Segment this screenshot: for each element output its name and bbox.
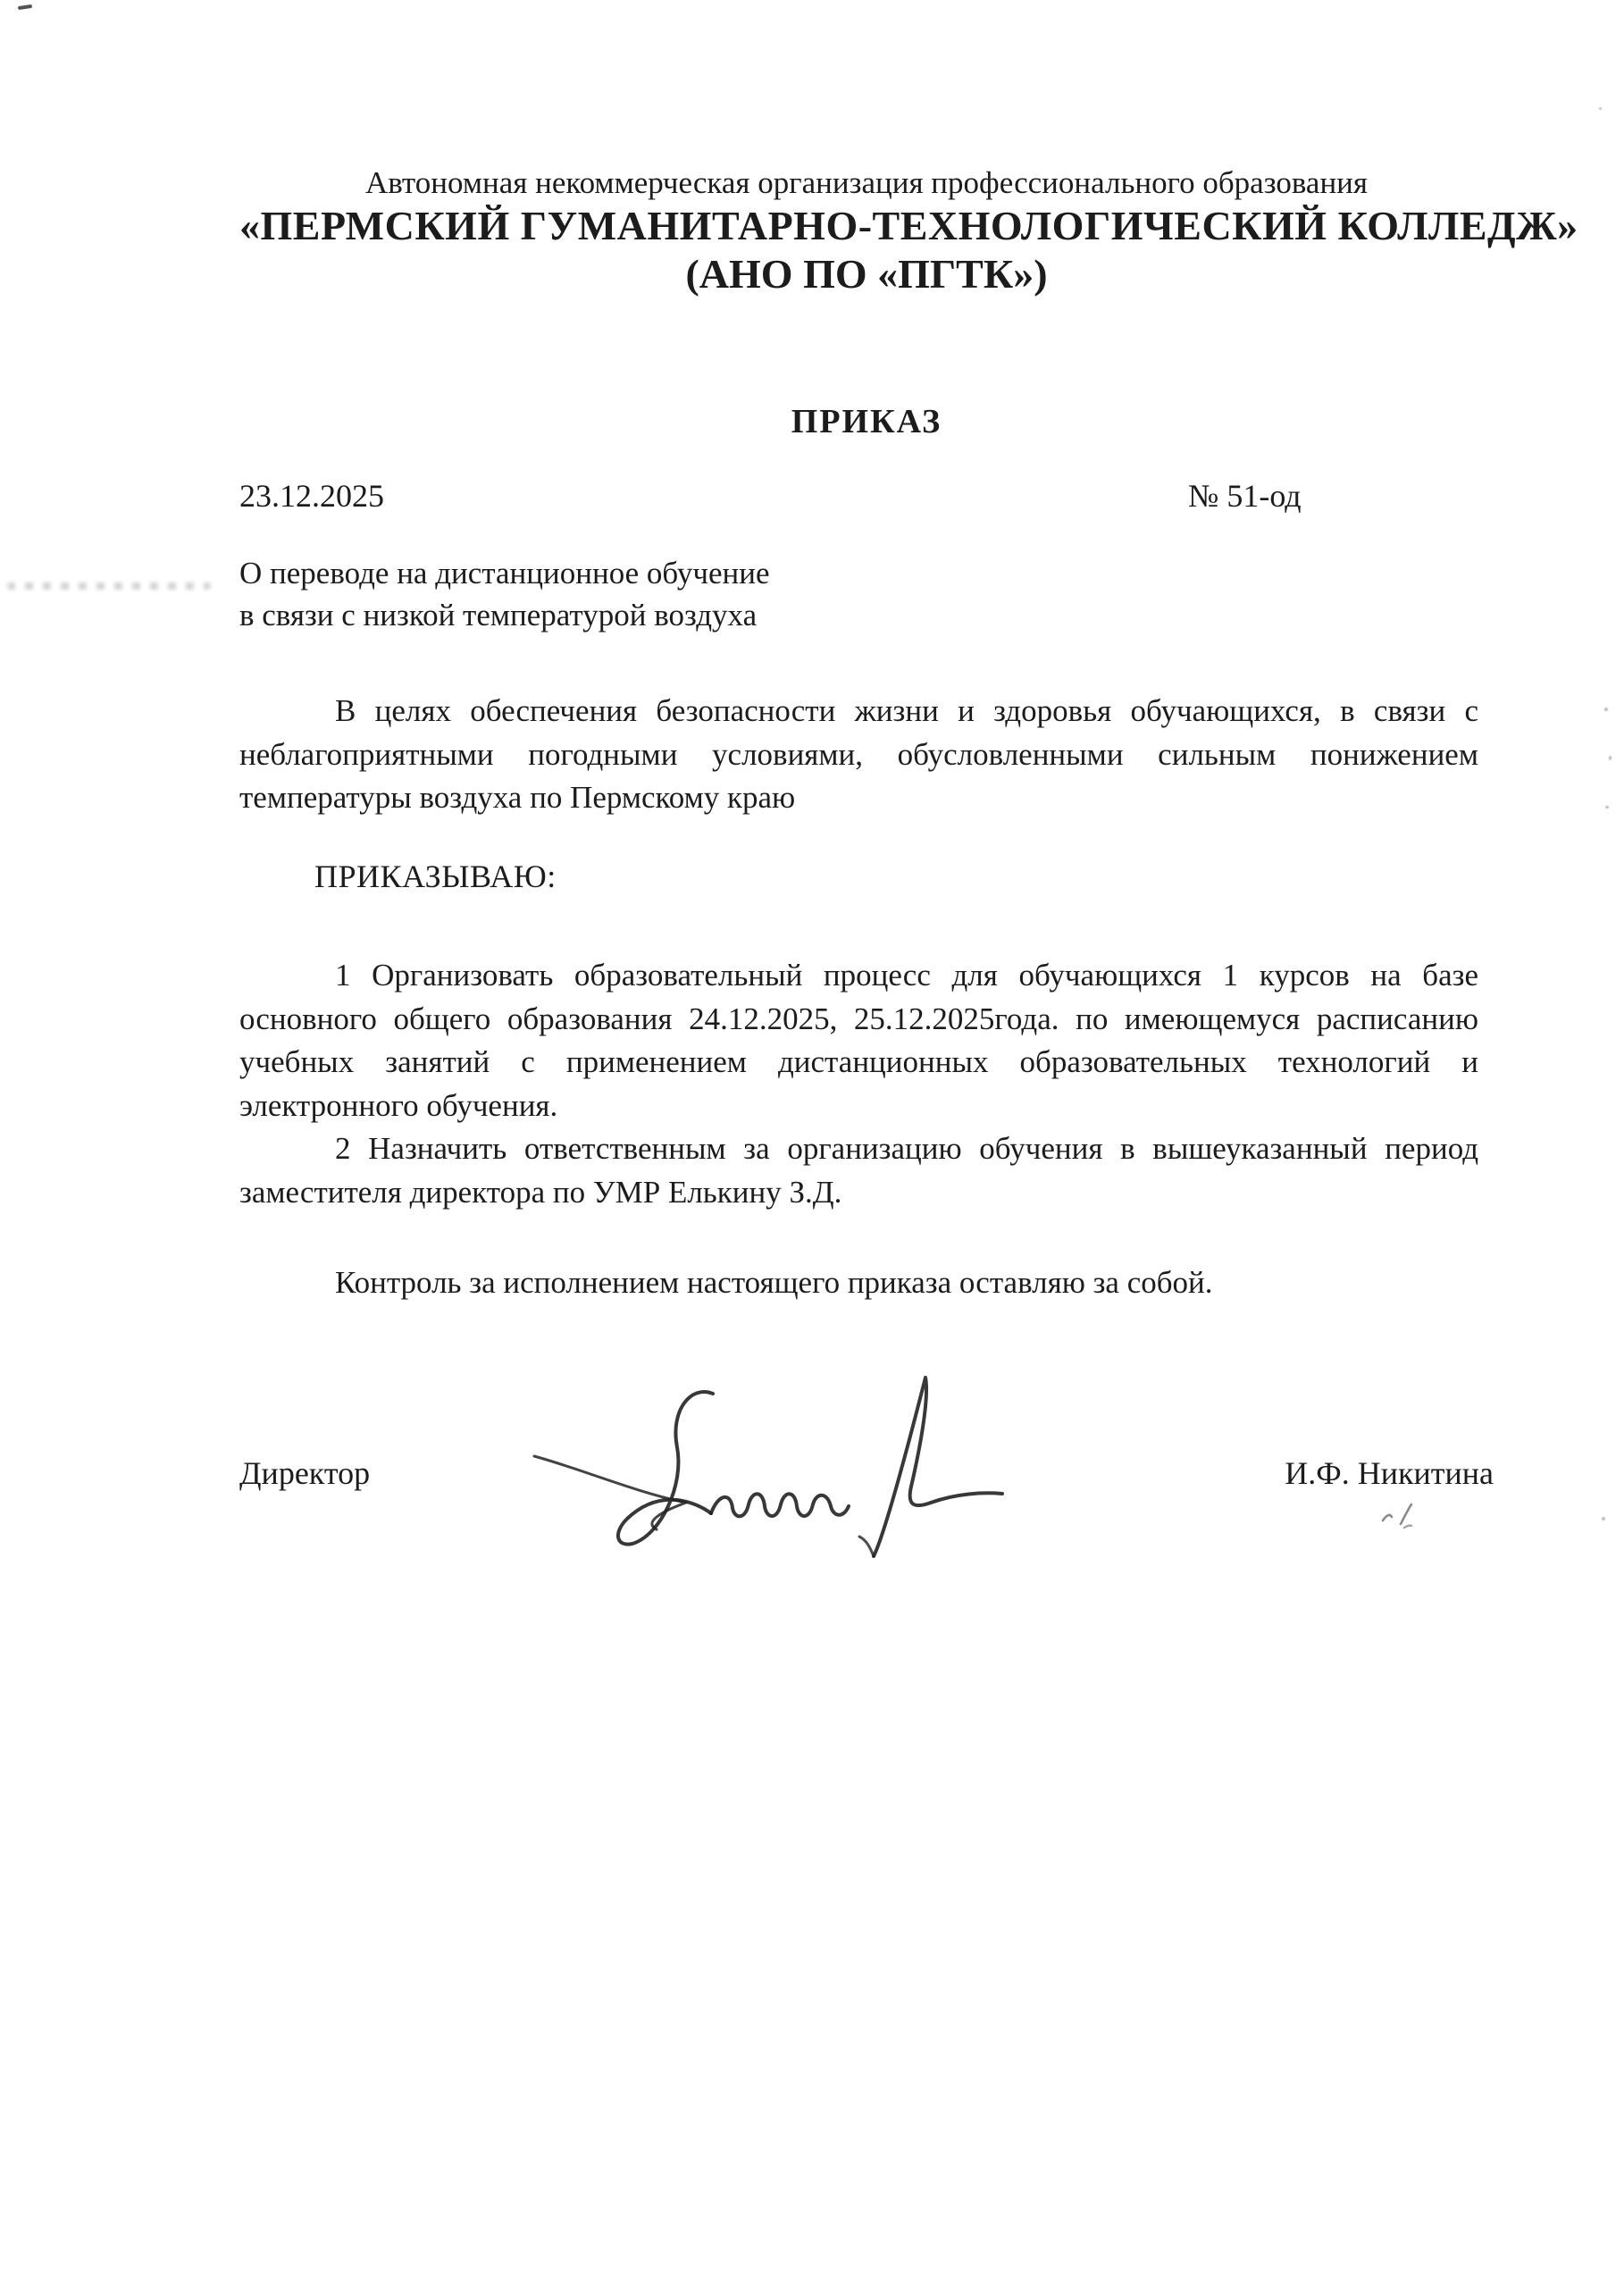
order-item-line: 2 Назначить ответственным за организацию обучения в вышеуказанный период xyxy=(335,1131,1478,1166)
subject-line: О переводе на дистанционное обучение xyxy=(239,556,770,591)
scan-speckle xyxy=(1602,1517,1605,1520)
order-item-line: 1 Организовать образовательный процесс для обучающихся 1 курсов на базе xyxy=(335,958,1478,993)
scan-speckle xyxy=(1605,806,1609,808)
preamble-line: температуры воздуха по Пермскому краю xyxy=(239,780,796,815)
signer-name: И.Ф. Никитина xyxy=(1285,1455,1494,1491)
organization-header xyxy=(239,164,1578,298)
order-item-2 xyxy=(239,1127,1478,1214)
order-item-line: заместителя директора по УМР Елькину З.Д. xyxy=(239,1174,842,1210)
order-item-1 xyxy=(239,954,1478,1127)
preamble-line: В целях обеспечения безопасности жизни и здоровья обучающихся, в связи с xyxy=(335,693,1478,728)
document-date: 23.12.2025 xyxy=(239,478,384,514)
organization-type: Автономная некоммерческая организация профессионального образования xyxy=(365,165,1368,200)
order-item-line: учебных занятий с применением дистанционных образовательных технологий и xyxy=(239,1044,1478,1079)
order-item-line: основного общего образования 24.12.2025, 25.12.2025года. по имеющемуся расписанию xyxy=(239,1001,1478,1036)
control-line: Контроль за исполнением настоящего приказа оставляю за собой. xyxy=(335,1265,1213,1300)
scan-speckle xyxy=(1604,708,1608,711)
document-title: ПРИКАЗ xyxy=(791,403,942,440)
preamble-paragraph xyxy=(239,690,1478,820)
date-number-row xyxy=(239,477,1494,522)
scan-smudge xyxy=(7,582,211,590)
organization-abbreviation: (АНО ПО «ПГТК») xyxy=(685,251,1048,297)
director-signature xyxy=(527,1369,1009,1561)
order-keyword: ПРИКАЗЫВАЮ: xyxy=(314,859,557,894)
organization-name: «ПЕРМСКИЙ ГУМАНИТАРНО-ТЕХНОЛОГИЧЕСКИЙ КОЛЛЕДЖ» xyxy=(239,203,1578,248)
order-item-line: электронного обучения. xyxy=(239,1087,558,1123)
scan-corner-mark xyxy=(18,4,32,10)
document-subject xyxy=(239,552,770,636)
document-number: № 51-од xyxy=(1188,478,1302,514)
pencil-mark xyxy=(1377,1497,1440,1533)
signer-position: Директор xyxy=(239,1455,371,1491)
scan-speckle xyxy=(1599,107,1602,110)
preamble-line: неблагоприятными погодными условиями, обусловленными сильным понижением xyxy=(239,736,1478,772)
scan-speckle xyxy=(1609,756,1611,760)
control-paragraph xyxy=(239,1261,1478,1305)
subject-line: в связи с низкой температурой воздуха xyxy=(239,598,758,632)
